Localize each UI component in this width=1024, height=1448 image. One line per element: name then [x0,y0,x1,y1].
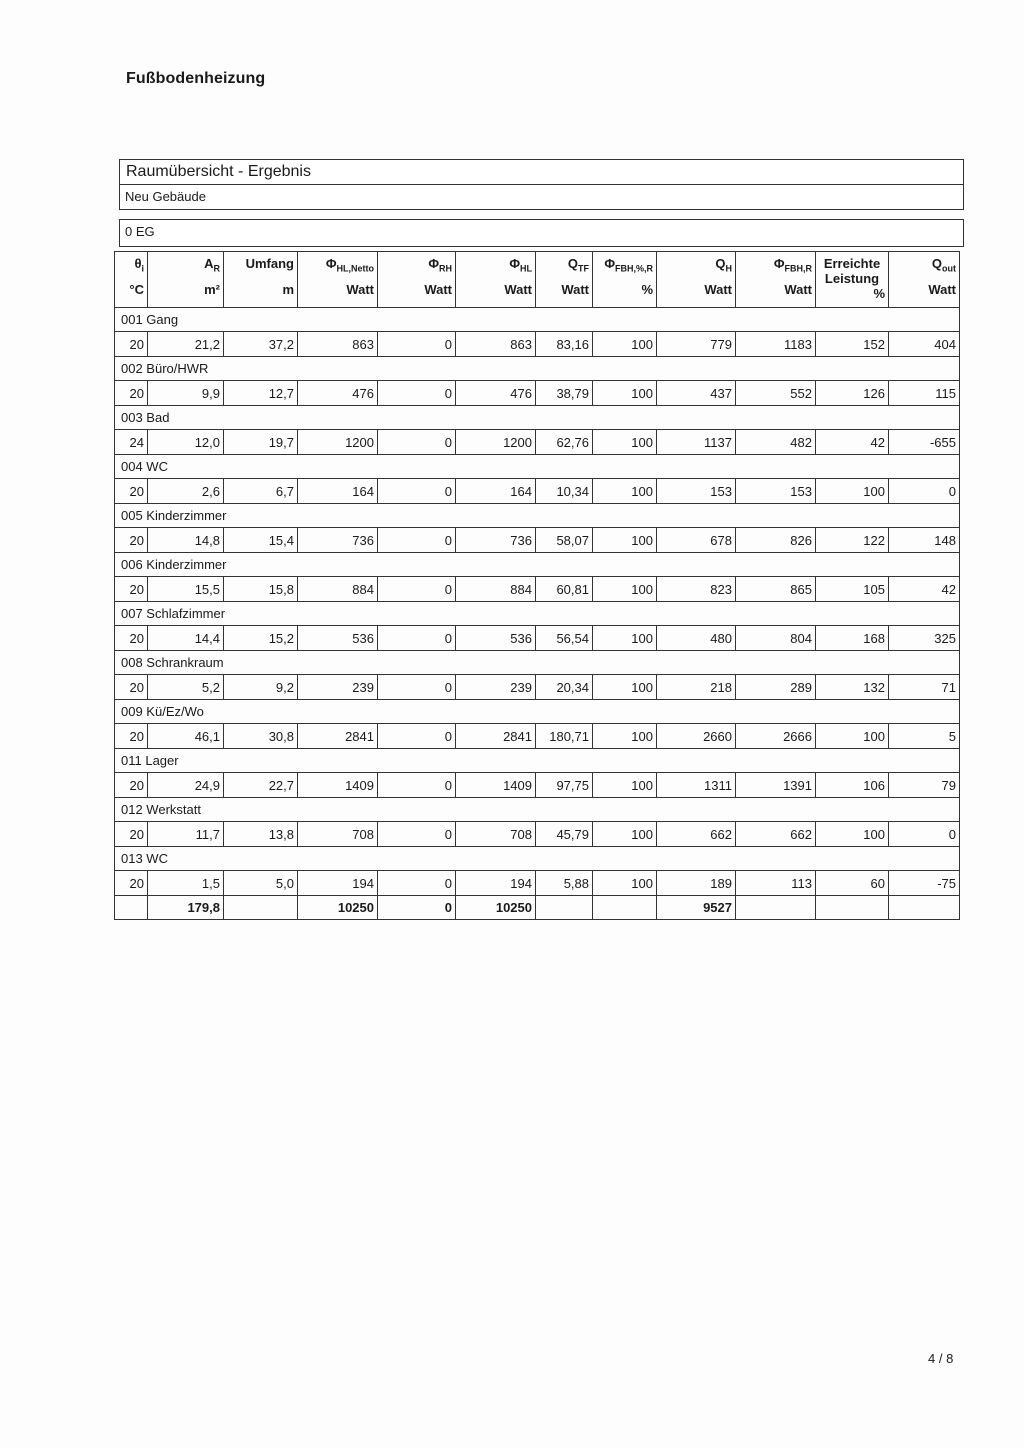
table-cell: 1311 [657,773,736,798]
table-cell: 20,34 [536,675,593,700]
table-cell: 42 [816,430,889,455]
column-symbol: $Q_{TF}$ [567,256,589,274]
table-cell: 106 [816,773,889,798]
table-cell: 20 [115,577,148,602]
room-name-row [115,700,960,724]
table-cell: 11,7 [148,822,224,847]
table-cell: 62,76 [536,430,593,455]
table-cell: 5,88 [536,871,593,896]
table-cell: 100 [593,626,657,651]
column-symbol: $\theta_i$ [134,256,144,274]
table-cell: 46,1 [148,724,224,749]
table-cell: 0 [378,773,456,798]
table-cell: 1391 [736,773,816,798]
table-cell: 164 [298,479,378,504]
table-cell: 24 [115,430,148,455]
column-unit: % [873,286,885,301]
table-cell: 38,79 [536,381,593,406]
table-cell: 100 [593,577,657,602]
table-cell: 100 [593,871,657,896]
table-cell: 20 [115,381,148,406]
table-cell: 0 [889,479,960,504]
table-row [115,773,960,798]
column-symbol: $\Phi_{RH}$ [428,256,452,274]
table-cell: 0 [378,675,456,700]
table-cell: 0 [378,577,456,602]
table-cell: 1200 [298,430,378,455]
room-name: 011 Lager [115,749,960,773]
column-symbol: $\Phi_{FBH,R}$ [773,256,812,274]
column-header [736,252,816,308]
table-cell: 100 [816,822,889,847]
column-unit: Watt [704,282,732,297]
room-name-row [115,749,960,773]
table-cell: 1183 [736,332,816,357]
table-cell: 0 [378,724,456,749]
table-cell: 437 [657,381,736,406]
table-cell: 804 [736,626,816,651]
room-name: 007 Schlafzimmer [115,602,960,626]
column-header [889,252,960,308]
table-cell: 0 [378,871,456,896]
table-cell: 30,8 [224,724,298,749]
table-cell: 20 [115,479,148,504]
total-cell [889,896,960,920]
table-cell: 20 [115,822,148,847]
table-cell: 823 [657,577,736,602]
table-cell: 79 [889,773,960,798]
room-name-row [115,308,960,332]
table-cell: 37,2 [224,332,298,357]
room-name: 005 Kinderzimmer [115,504,960,528]
table-cell: 325 [889,626,960,651]
table-cell: 14,4 [148,626,224,651]
table-cell: 884 [456,577,536,602]
table-cell: 100 [593,724,657,749]
room-name-row [115,406,960,430]
room-name: 009 Kü/Ez/Wo [115,700,960,724]
document-title: Fußbodenheizung [126,70,266,87]
table-row [115,381,960,406]
room-name-row [115,847,960,871]
table-cell: 218 [657,675,736,700]
table-row [115,724,960,749]
column-unit: Watt [928,282,956,297]
table-cell: 20 [115,626,148,651]
column-header [115,252,148,308]
room-name: 013 WC [115,847,960,871]
table-cell: 100 [816,724,889,749]
table-cell: 58,07 [536,528,593,553]
table-cell: 100 [593,773,657,798]
table-cell: 20 [115,332,148,357]
table-cell: 83,16 [536,332,593,357]
table-cell: 100 [593,528,657,553]
table-cell: 100 [593,479,657,504]
table-cell: 60 [816,871,889,896]
total-cell: 179,8 [148,896,224,920]
column-unit: % [641,282,653,297]
table-cell: 5,2 [148,675,224,700]
room-name-row [115,357,960,381]
table-cell: 0 [378,479,456,504]
table-cell: 153 [657,479,736,504]
table-cell: 42 [889,577,960,602]
table-row [115,430,960,455]
table-row [115,577,960,602]
table-cell: 19,7 [224,430,298,455]
table-cell: 126 [816,381,889,406]
column-header [224,252,298,308]
table-cell: 20 [115,724,148,749]
table-cell: -75 [889,871,960,896]
column-unit: Watt [504,282,532,297]
table-cell: 21,2 [148,332,224,357]
table-cell: 12,7 [224,381,298,406]
room-name-row [115,798,960,822]
column-unit: Watt [561,282,589,297]
table-cell: 15,4 [224,528,298,553]
total-cell: 0 [378,896,456,920]
column-header [378,252,456,308]
table-cell: 168 [816,626,889,651]
room-name-row [115,504,960,528]
table-cell: 5 [889,724,960,749]
table-cell: 863 [456,332,536,357]
room-name: 001 Gang [115,308,960,332]
table-cell: 736 [298,528,378,553]
column-header [657,252,736,308]
total-cell [536,896,593,920]
table-cell: 22,7 [224,773,298,798]
column-header [456,252,536,308]
table-cell: 132 [816,675,889,700]
table-cell: 100 [593,381,657,406]
table-cell: 113 [736,871,816,896]
table-cell: 9,2 [224,675,298,700]
table-cell: 2660 [657,724,736,749]
table-cell: 20 [115,675,148,700]
table-cell: 826 [736,528,816,553]
table-cell: 24,9 [148,773,224,798]
table-cell: 404 [889,332,960,357]
table-cell: 552 [736,381,816,406]
room-results-table [114,251,960,920]
table-header-row [115,252,960,308]
column-header [816,252,889,308]
table-cell: 0 [378,528,456,553]
table-cell: 289 [736,675,816,700]
table-cell: 152 [816,332,889,357]
table-cell: 105 [816,577,889,602]
table-cell: 865 [736,577,816,602]
table-cell: 15,5 [148,577,224,602]
room-name: 008 Schrankraum [115,651,960,675]
page-number: 4 / 8 [928,1351,954,1366]
total-cell [593,896,657,920]
column-unit: Watt [346,282,374,297]
table-row [115,871,960,896]
column-symbol: $\Phi_{HL,Netto}$ [325,256,374,274]
table-cell: 14,8 [148,528,224,553]
table-cell: 708 [298,822,378,847]
table-cell: 476 [456,381,536,406]
table-cell: 20 [115,528,148,553]
table-cell: 100 [816,479,889,504]
table-cell: 153 [736,479,816,504]
table-cell: 115 [889,381,960,406]
table-cell: 480 [657,626,736,651]
table-row [115,332,960,357]
total-cell [816,896,889,920]
room-name-row [115,651,960,675]
table-cell: 708 [456,822,536,847]
totals-row [115,896,960,920]
table-cell: 662 [657,822,736,847]
table-cell: 1409 [456,773,536,798]
table-cell: 15,2 [224,626,298,651]
column-unit: °C [129,282,144,297]
table-row [115,822,960,847]
table-cell: 239 [456,675,536,700]
table-cell: 12,0 [148,430,224,455]
table-cell: 97,75 [536,773,593,798]
table-cell: 0 [378,381,456,406]
table-cell: 45,79 [536,822,593,847]
room-name-row [115,553,960,577]
column-symbol: Erreichte Leistung [823,256,881,286]
table-cell: 6,7 [224,479,298,504]
table-cell: 148 [889,528,960,553]
column-header [593,252,657,308]
table-cell: 2841 [456,724,536,749]
column-symbol: Umfang [245,256,294,271]
table-cell: 71 [889,675,960,700]
box-title: Raumübersicht - Ergebnis [120,160,963,185]
room-name-row [115,602,960,626]
table-cell: 122 [816,528,889,553]
table-cell: 2841 [298,724,378,749]
table-cell: 100 [593,675,657,700]
table-cell: 0 [378,822,456,847]
table-cell: 0 [378,332,456,357]
column-unit: m² [204,282,220,297]
total-cell: 10250 [456,896,536,920]
table-cell: 194 [298,871,378,896]
table-cell: 482 [736,430,816,455]
floor-label: 0 EG [119,219,964,247]
table-cell: 10,34 [536,479,593,504]
column-header [298,252,378,308]
table-row [115,528,960,553]
table-cell: 15,8 [224,577,298,602]
table-cell: 884 [298,577,378,602]
table-cell: 2,6 [148,479,224,504]
column-symbol: $\Phi_{HL}$ [509,256,532,274]
total-cell [224,896,298,920]
table-cell: 1137 [657,430,736,455]
table-cell: -655 [889,430,960,455]
column-symbol: $A_R$ [204,256,220,274]
room-name: 006 Kinderzimmer [115,553,960,577]
table-cell: 736 [456,528,536,553]
room-name-row [115,455,960,479]
table-cell: 1200 [456,430,536,455]
table-cell: 536 [298,626,378,651]
table-cell: 5,0 [224,871,298,896]
total-cell [115,896,148,920]
table-cell: 662 [736,822,816,847]
table-row [115,675,960,700]
table-cell: 863 [298,332,378,357]
table-cell: 0 [378,626,456,651]
table-cell: 100 [593,822,657,847]
table-cell: 100 [593,430,657,455]
building-label: Neu Gebäude [125,189,206,204]
table-cell: 476 [298,381,378,406]
table-cell: 164 [456,479,536,504]
table-cell: 56,54 [536,626,593,651]
column-unit: m [282,282,294,297]
table-cell: 100 [593,332,657,357]
table-cell: 9,9 [148,381,224,406]
table-cell: 194 [456,871,536,896]
room-name: 012 Werkstatt [115,798,960,822]
table-cell: 1,5 [148,871,224,896]
column-symbol: $Q_{out}$ [931,256,956,274]
table-cell: 60,81 [536,577,593,602]
table-cell: 239 [298,675,378,700]
column-unit: Watt [784,282,812,297]
room-name: 004 WC [115,455,960,479]
column-unit: Watt [424,282,452,297]
column-header [536,252,593,308]
table-cell: 13,8 [224,822,298,847]
table-cell: 189 [657,871,736,896]
table-cell: 536 [456,626,536,651]
table-row [115,626,960,651]
total-cell: 9527 [657,896,736,920]
result-header-box [119,159,964,210]
table-row [115,479,960,504]
column-symbol: $Q_H$ [715,256,732,274]
table-cell: 0 [889,822,960,847]
table-cell: 1409 [298,773,378,798]
room-name: 003 Bad [115,406,960,430]
table-cell: 0 [378,430,456,455]
column-header [148,252,224,308]
column-symbol: $\Phi_{FBH,\%,R}$ [604,256,653,274]
table-cell: 2666 [736,724,816,749]
room-name: 002 Büro/HWR [115,357,960,381]
table-cell: 180,71 [536,724,593,749]
table-cell: 20 [115,871,148,896]
table-cell: 779 [657,332,736,357]
total-cell: 10250 [298,896,378,920]
total-cell [736,896,816,920]
table-cell: 678 [657,528,736,553]
table-cell: 20 [115,773,148,798]
